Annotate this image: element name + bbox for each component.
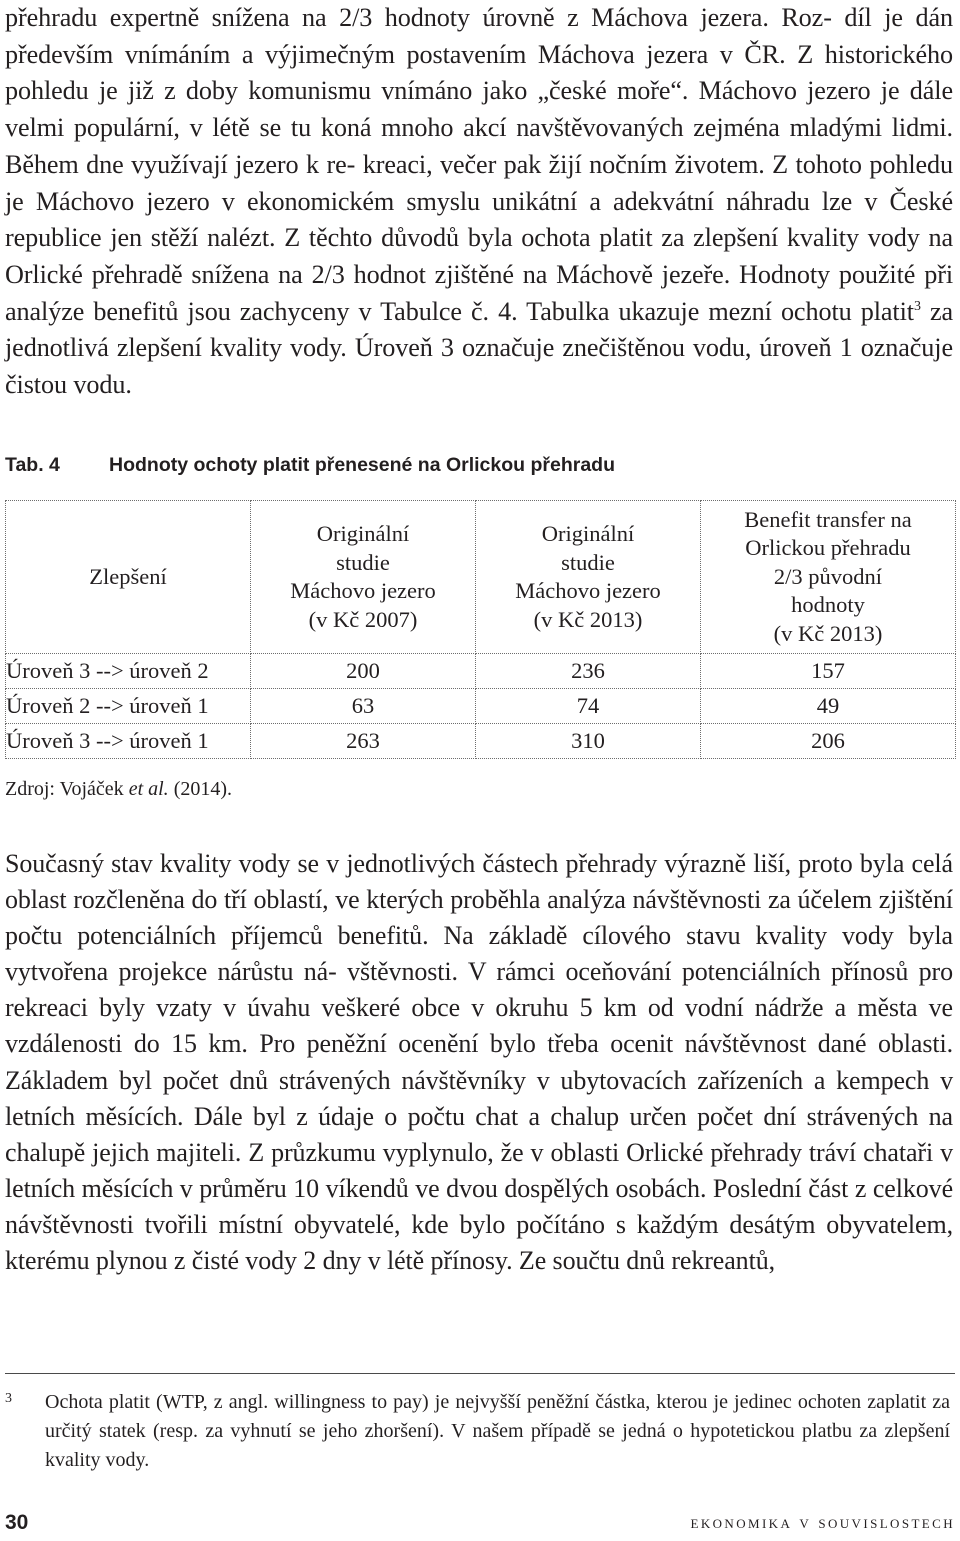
row-label: Úroveň 3 --> úroveň 2 [6, 654, 251, 689]
header-original-2007 [251, 501, 476, 654]
table-cell: 74 [476, 689, 701, 724]
header-line: Máchovo jezero [515, 578, 661, 603]
row-label: Úroveň 2 --> úroveň 1 [6, 689, 251, 724]
paragraph-line: v úvahu veškeré obce v okruhu 5 km od vodní nádrže a města ve vzdálenosti [5, 993, 953, 1059]
paragraph-line: v ekonomickém smyslu unikátní a adekvátní náhradu lze v České republice [5, 186, 953, 253]
wtp-table [5, 500, 956, 759]
table-cell: 206 [701, 724, 956, 759]
body-paragraph-2 [5, 846, 953, 1279]
paragraph-line: do 15 km. Pro peněžní ocenění bylo třeba ocenit návštěvnost dané oblasti. [133, 1029, 953, 1059]
table-cell: 63 [251, 689, 476, 724]
table-title: Hodnoty ochoty platit přenesené na Orlickou přehradu [109, 454, 615, 476]
body-paragraph-1 [5, 0, 953, 404]
footnote [5, 1388, 950, 1475]
row-label: Úroveň 3 --> úroveň 1 [6, 724, 251, 759]
table-number: Tab. 4 [5, 454, 60, 476]
paragraph-line: díl je dán především vnímáním a výjimečným postavením Máchova jezera [5, 3, 953, 69]
paragraph-line: v oblasti Orlické přehrady tráví chataři v letních měsících v průměru 10 [5, 1137, 953, 1203]
header-benefit-transfer [701, 501, 956, 654]
header-line: Orlickou přehradu [745, 535, 911, 561]
footnote-marker: 3 [5, 1391, 12, 1406]
paragraph-line: vštěvnosti. V rámci oceňování potenciálních přínosů pro rekreaci byly vzaty [5, 957, 954, 1023]
header-line: Originální [541, 521, 635, 546]
header-line: (v Kč 2013) [773, 620, 883, 646]
paragraph-line: mezní ochotu platit [708, 296, 914, 326]
header-line: (v Kč 2007) [308, 606, 418, 632]
footnote-divider [5, 1373, 955, 1374]
table-cell: 200 [251, 654, 476, 689]
footnote-reference[interactable]: 3 [913, 298, 921, 314]
paragraph-line: Současný stav kvality vody se v jednotlivých částech přehrady výrazně liší, [5, 849, 791, 878]
table-cell: 157 [701, 654, 956, 689]
header-line: Zlepšení [89, 563, 167, 589]
paragraph-line: v ČR. Z historického pohledu je již z doby komunismu vnímáno jako „české [5, 39, 954, 106]
paragraph-line: za jednotlivá zlepšení kvality vody. Úroveň 3 označuje [5, 296, 953, 363]
header-improvement [6, 501, 251, 654]
paragraph-line: jen stěží nalézt. Z těchto důvodů byla ochota platit za zlepšení kvality vody na [110, 223, 954, 253]
table-row [6, 654, 956, 689]
table-cell: 49 [701, 689, 956, 724]
paragraph-line: použité při analýze benefitů jsou zachyceny v Tabulce č. 4. Tabulka ukazuje [5, 259, 953, 326]
header-line: hodnoty [791, 592, 865, 618]
header-line: 2/3 původní [773, 563, 883, 589]
paragraph-line: počet dní strávených na chalupě jejich majiteli. Z průzkumu vyplynulo, že [5, 1101, 954, 1167]
table-header-row [6, 501, 956, 654]
paragraph-line: základě cílového stavu kvality vody byla vytvořena projekce nárůstu ná- [5, 921, 953, 987]
table-source [5, 775, 232, 803]
header-line: (v Kč 2013) [533, 606, 643, 632]
paragraph-line: Orlické přehradě snížena na 2/3 hodnot zjištěné na Máchově jezeře. Hodnoty [5, 259, 831, 289]
paragraph-line: kreaci, večer pak žijí nočním životem. Z tohoto pohledu je Máchovo jezero [5, 149, 954, 216]
header-line: Benefit transfer na [744, 506, 912, 532]
header-line: Originální [316, 521, 410, 546]
paragraph-line: a kempech v letních měsících. Dále byl z údaje o počtu chat a chalup určen [5, 1065, 953, 1131]
paragraph-line: moře“. Máchovo jezero je dále velmi populární, v létě se tu koná mnoho akcí [5, 76, 953, 143]
paragraph-line: víkendů ve dvou dospělých osobách. Poslední část z celkové návštěvnosti [5, 1173, 954, 1239]
paragraph-line: tvořili místní obyvatelé, kde bylo počítáno s každým desátým obyvatelem, [144, 1209, 953, 1239]
table-cell: 263 [251, 724, 476, 759]
paragraph-line: proto byla celá oblast rozčleněna do tří oblastí, ve kterých proběhla analýza [5, 849, 953, 915]
footnote-text: Ochota platit (WTP, z angl. willingness to pay) je nejvyšší peněžní částka, kterou je jedinec ochoten zaplatit za určitý statek (resp. za vyhnutí se jeho zhoršení). V našem případě se jedná o hypotetickou platbu za zlepšení kvality vody. [45, 1391, 950, 1471]
header-line: studie [561, 549, 615, 575]
table-row [6, 689, 956, 724]
page-number: 30 [5, 1511, 29, 1534]
header-line: studie [336, 549, 390, 575]
header-line: Máchovo jezero [290, 578, 436, 603]
header-original-2013 [476, 501, 701, 654]
source-text: Zdroj: Vojáček [5, 778, 129, 800]
paragraph-line: kterému plynou z čisté vody 2 dny v létě přínosy. Ze součtu dnů rekreantů, [5, 1246, 775, 1276]
paragraph-line: navštěvovaných zejména mladými lidmi. Během dne využívají jezero k re- [5, 113, 953, 179]
source-text: (2014). [168, 778, 233, 800]
paragraph-line: návštěvnosti za účelem zjištění počtu potenciálních příjemců benefitů. Na [5, 885, 953, 951]
source-italic: et al. [128, 778, 169, 800]
paragraph-line: Základem byl počet dnů strávených návštěvníky v ubytovacích zařízeních [5, 1065, 804, 1095]
table-row [6, 724, 956, 759]
paragraph-line: přehradu expertně snížena na 2/3 hodnoty úrovně z Máchova jezera. Roz- [5, 3, 832, 32]
running-head: ekonomika v souvislostech [690, 1512, 955, 1533]
paragraph-line: znečištěnou vodu, úroveň 1 označuje čistou vodu. [5, 333, 953, 400]
table-cell: 236 [476, 654, 701, 689]
table-cell: 310 [476, 724, 701, 759]
